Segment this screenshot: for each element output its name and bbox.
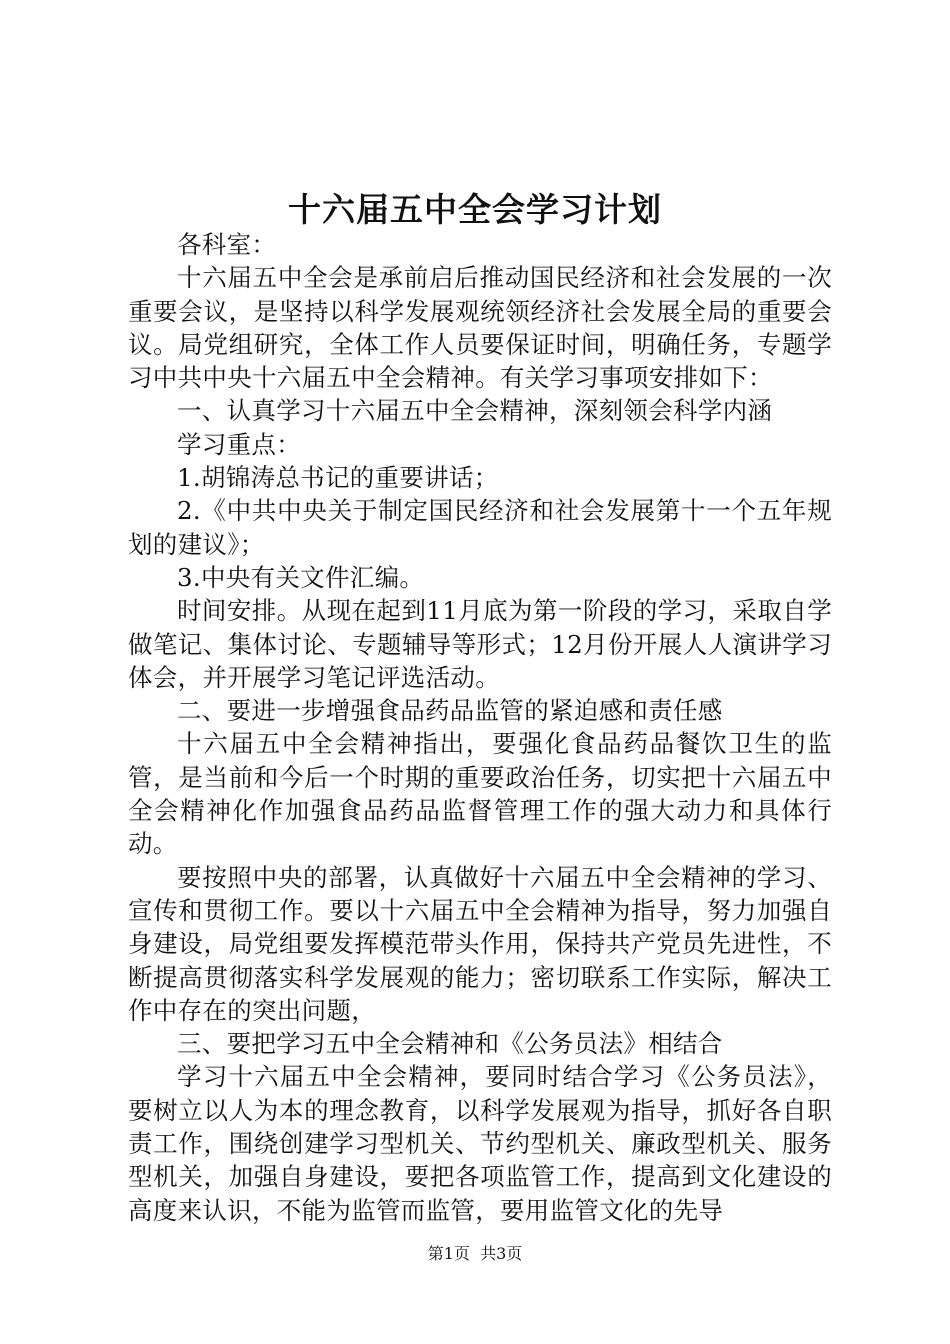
- body-paragraph: 要按照中央的部署，认真做好十六届五中全会精神的学习、宣传和贯彻工作。要以十六届五中全会精神为指导，努力加强自身建设，局党组要发挥模范带头作用，保持共产党员先进性，不断提高贯彻落实科学发展观的能力；密切联系工作实际，解决工作中存在的突出问题，: [128, 862, 832, 1025]
- body-paragraph: 学习十六届五中全会精神，要同时结合学习《公务员法》，要树立以人为本的理念教育，以科学发展观为指导，抓好各自职责工作，围绕创建学习型机关、节约型机关、廉政型机关、服务型机关，加强自身建设，要把各项监管工作，提高到文化建设的高度来认识，不能为监管而监管，要用监管文化的先导: [128, 1062, 832, 1225]
- document-title: 十六届五中全会学习计划: [288, 190, 662, 229]
- document-body: [128, 228, 832, 1227]
- section-heading-1: 一、认真学习十六届五中全会精神，深刻领会科学内涵: [177, 396, 773, 426]
- salutation: 各科室：: [177, 230, 277, 259]
- body-paragraph: 学习重点：: [177, 429, 301, 459]
- body-paragraph: 十六届五中全会精神指出，要强化食品药品餐饮卫生的监管，是当前和今后一个时期的重要政治任务，切实把十六届五中全会精神化作加强食品药品监督管理工作的强大动力和具体行动。: [128, 729, 832, 859]
- page-total: 共3页: [480, 1244, 523, 1263]
- page-footer: [0, 1243, 950, 1265]
- list-item: 2.《中共中央关于制定国民经济和社会发展第十一个五年规划的建议》；: [128, 496, 832, 559]
- list-item: 1.胡锦涛总书记的重要讲话；: [177, 463, 499, 493]
- body-paragraph: 十六届五中全会是承前启后推动国民经济和社会发展的一次重要会议，是坚持以科学发展观统领经济社会发展全局的重要会议。局党组研究，全体工作人员要保证时间，明确任务，专题学习中共中央十六届五中全会精神。有关学习事项安排如下：: [128, 263, 832, 393]
- body-paragraph: 时间安排。从现在起到11月底为第一阶段的学习，采取自学做笔记、集体讨论、专题辅导等形式；12月份开展人人演讲学习体会，并开展学习笔记评选活动。: [128, 596, 832, 692]
- list-item: 3.中央有关文件汇编。: [177, 562, 425, 592]
- section-heading-2: 二、要进一步增强食品药品监管的紧迫感和责任感: [177, 696, 723, 726]
- page-number: 第1页: [427, 1244, 470, 1263]
- section-heading-3: 三、要把学习五中全会精神和《公务员法》相结合: [177, 1029, 723, 1059]
